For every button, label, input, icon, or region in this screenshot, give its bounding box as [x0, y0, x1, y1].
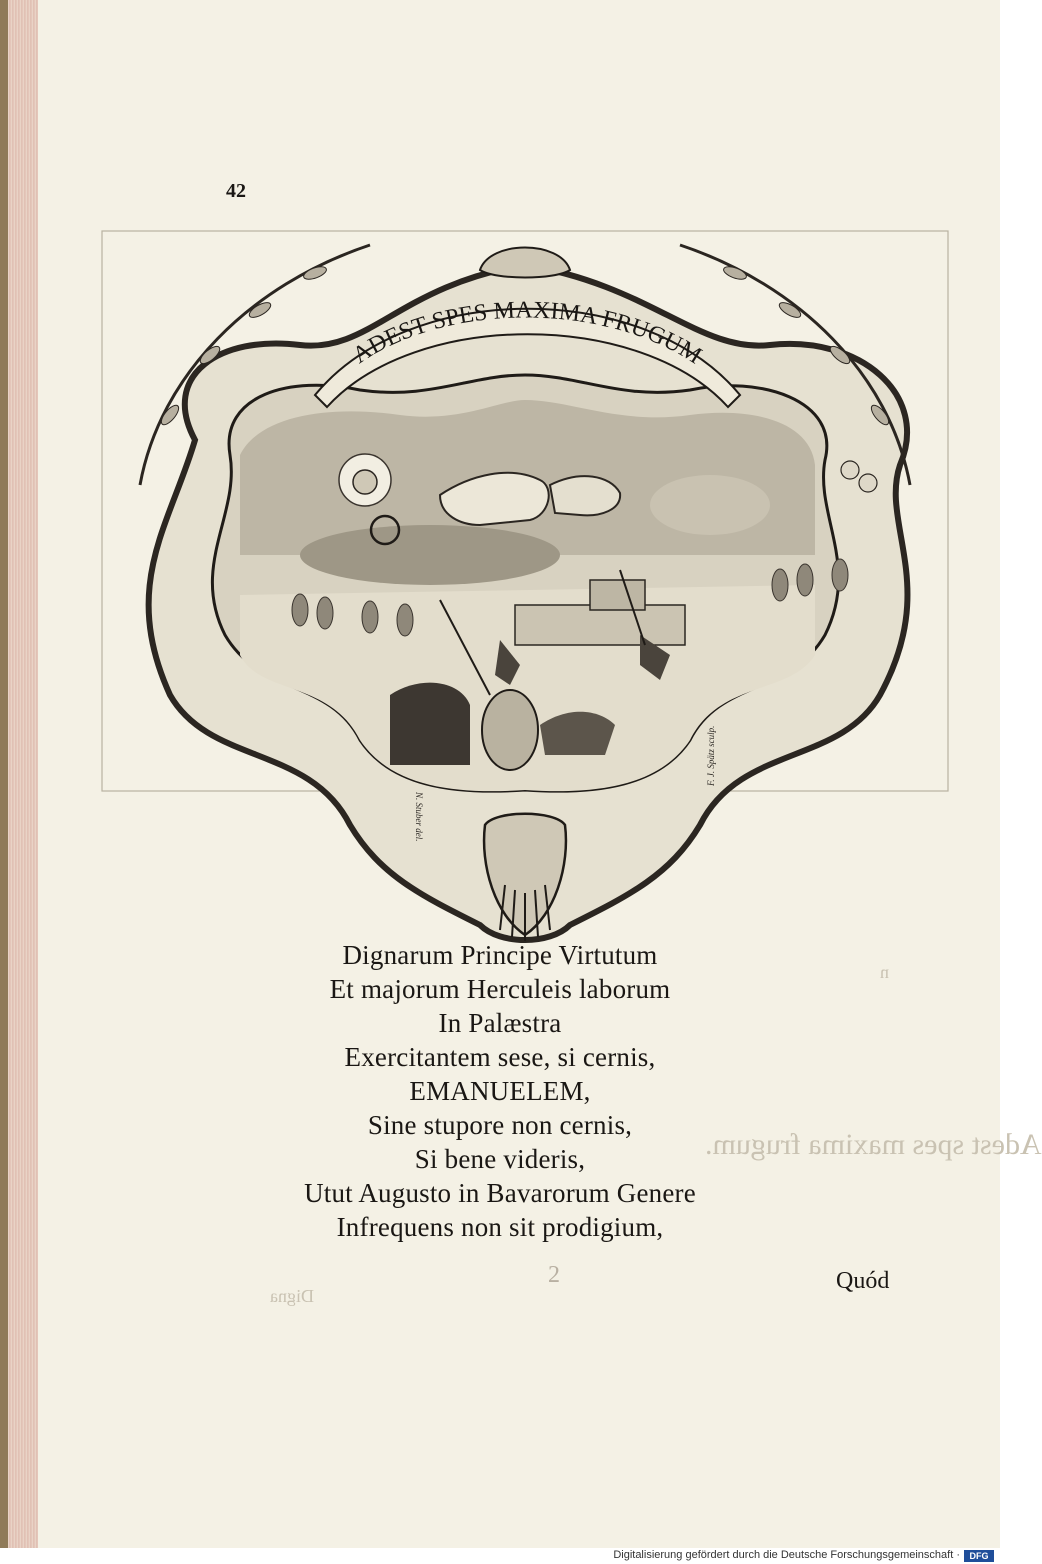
bull: [550, 476, 620, 515]
motto-text: ADEST SPES MAXIMA FRUGUM: [348, 297, 707, 370]
engraver-credit-left: N. Stuber del.: [414, 792, 424, 842]
cherub: [841, 461, 859, 479]
cloud: [300, 525, 560, 585]
cloud: [650, 475, 770, 535]
verse-line: Infrequens non sit prodigium,: [336, 1212, 664, 1242]
dfg-logo: DFG: [964, 1550, 994, 1562]
engraved-emblem: [100, 225, 950, 960]
ghost-line: n: [880, 962, 889, 982]
book-spine: [0, 0, 8, 1548]
footer-credit: Digitalisierung gefördert durch die Deutsche Forschungsgemeinschaft ·: [613, 1549, 960, 1561]
ghost-line: Adest spes maxima frugum.: [705, 1128, 1042, 1161]
verse-line: EMANUELEM,: [409, 1076, 591, 1106]
palace-building: [515, 605, 685, 645]
page-number: 42: [226, 180, 246, 202]
cherub: [859, 474, 877, 492]
engraver-credit-right: F. J. Spätz sculp.: [706, 725, 716, 786]
ghost-line: Digna: [270, 1286, 314, 1306]
verse-line: Sine stupore non cernis,: [367, 1110, 633, 1140]
verse-line: Utut Augusto in Bavarorum Genere: [304, 1178, 696, 1208]
seated-warrior: [390, 683, 470, 765]
verse-line: Et majorum Herculeis laborum: [329, 974, 671, 1004]
signature-mark: 2: [548, 1262, 560, 1288]
palace-tower: [590, 580, 645, 610]
catchword: Quód: [836, 1268, 890, 1294]
child-head: [353, 470, 377, 494]
shield: [482, 690, 538, 770]
shell-ornament: [480, 248, 570, 278]
verse-line: Exercitantem sese, si cernis,: [344, 1042, 656, 1072]
verse-line: In Palæstra: [438, 1008, 562, 1038]
verse-line: Dignarum Principe Virtutum: [342, 940, 658, 970]
verse-line: Si bene videris,: [414, 1144, 586, 1174]
